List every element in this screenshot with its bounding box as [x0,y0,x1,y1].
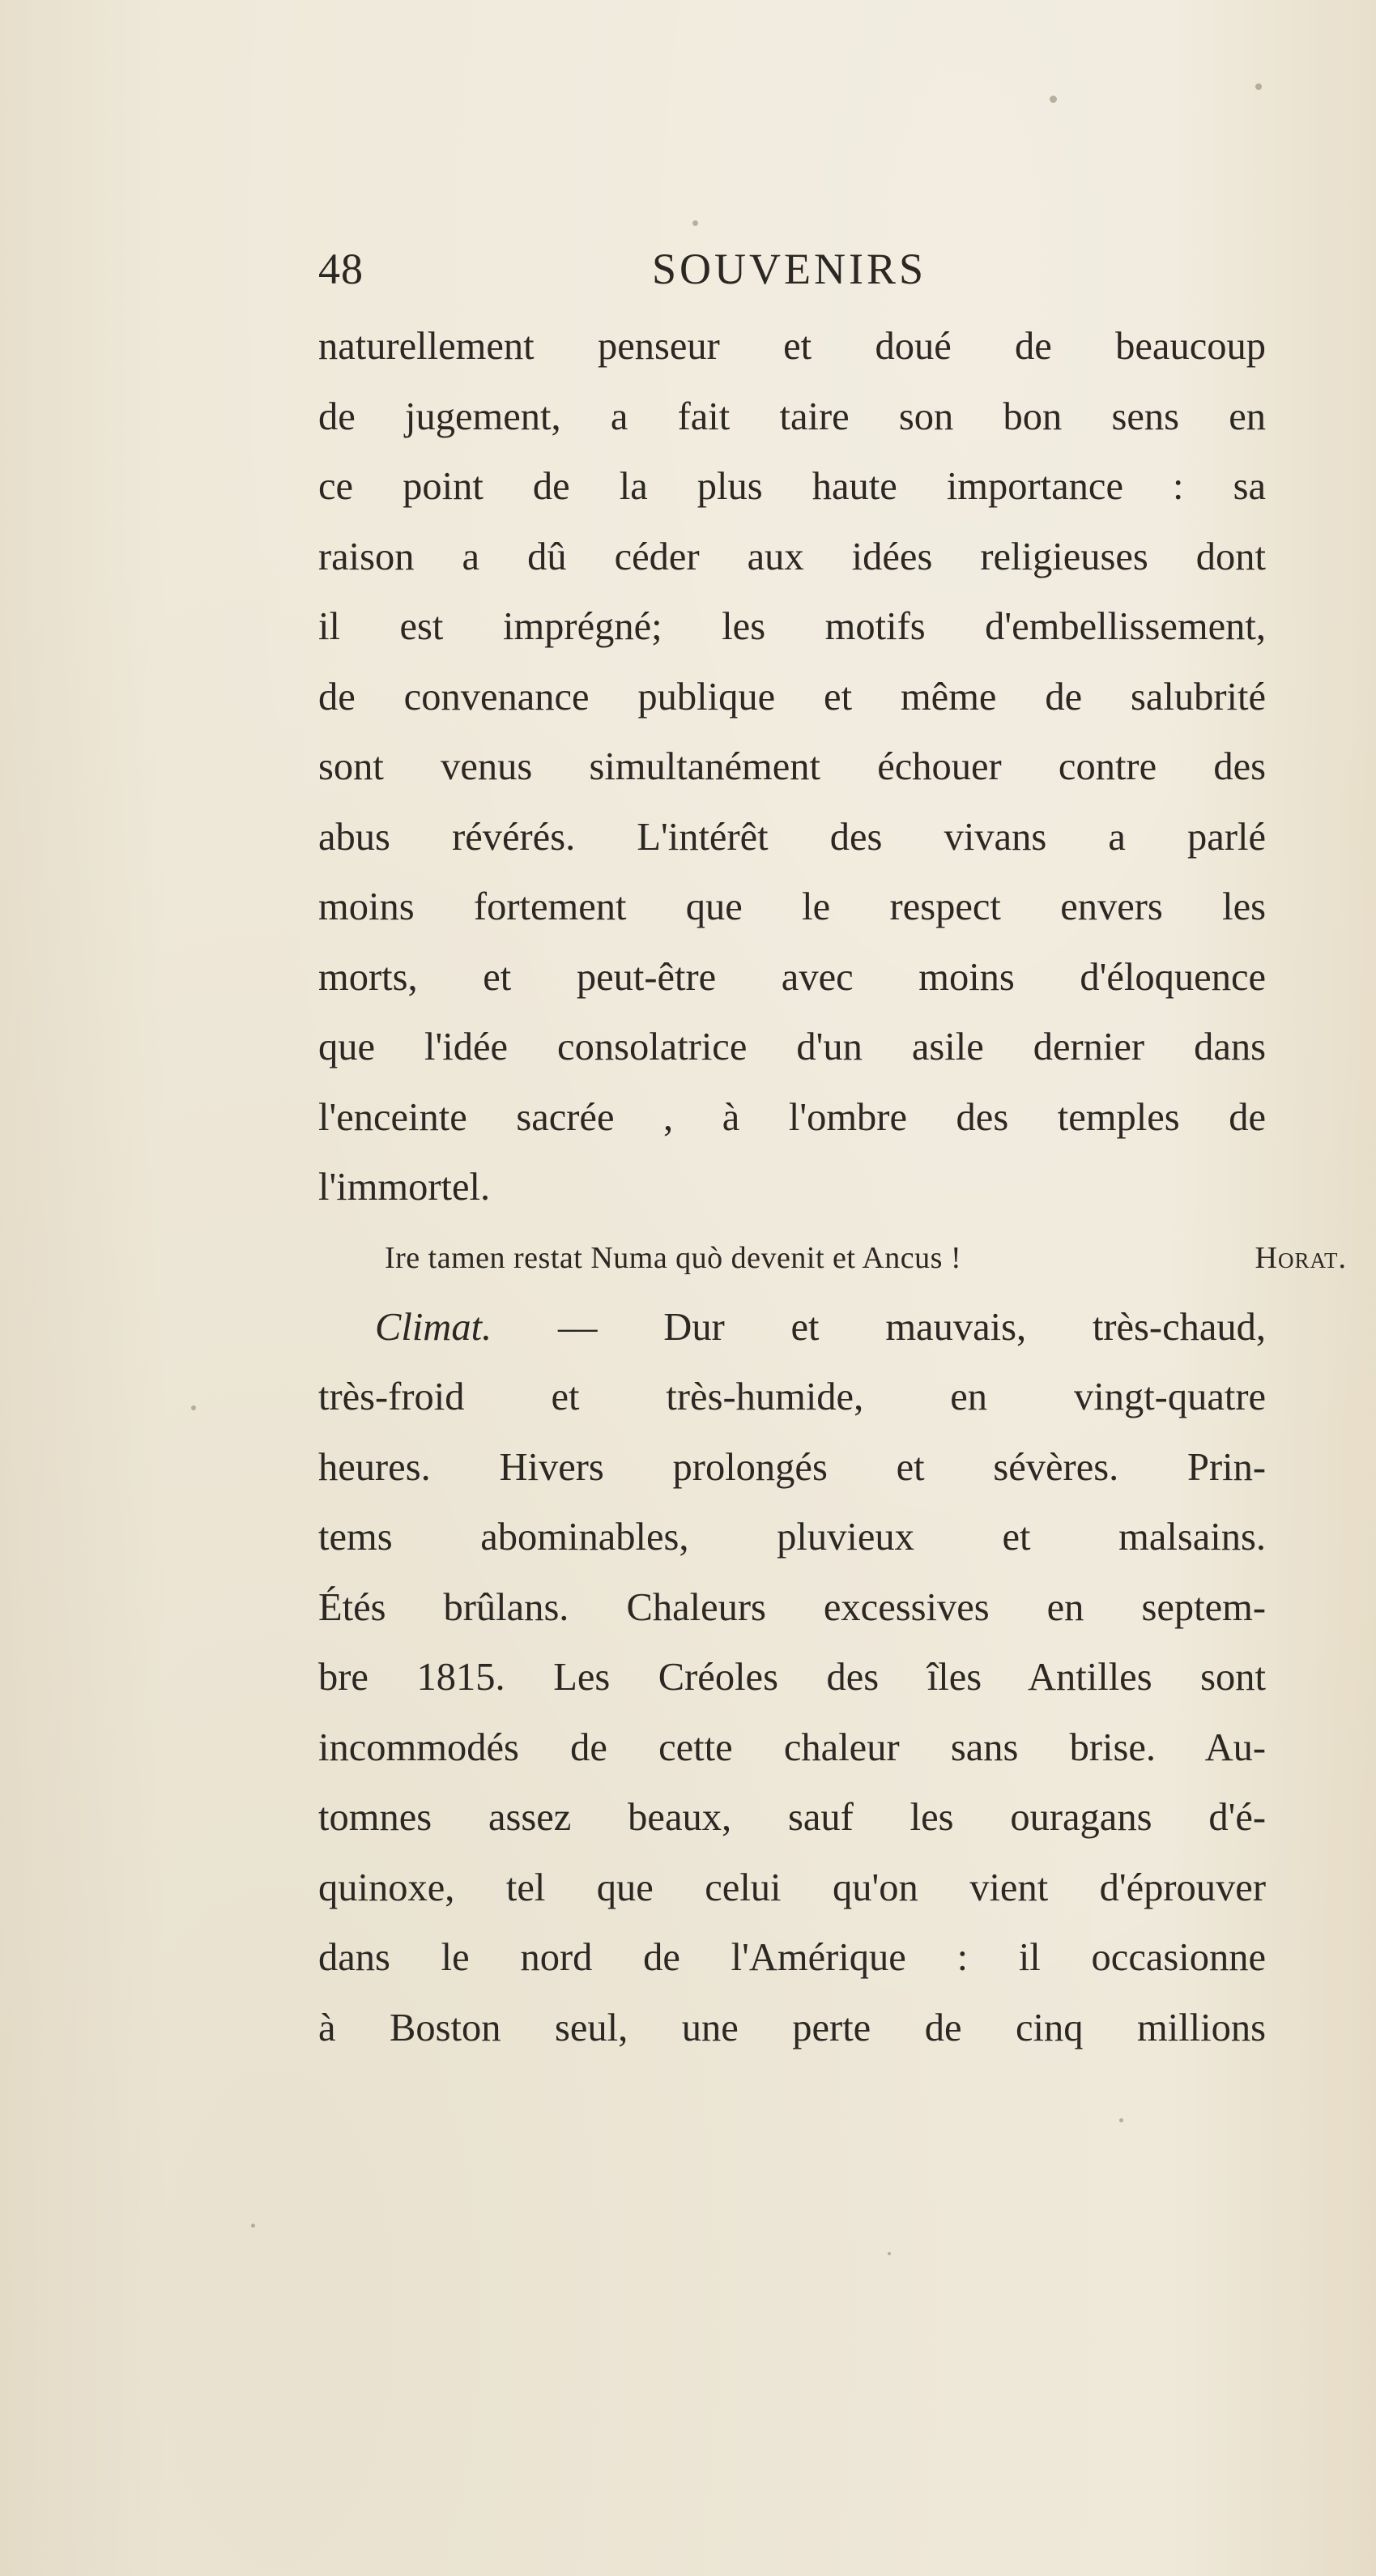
text-line: dans le nord de l'Amérique : il occasionne [318,1936,1266,1979]
paragraph [318,312,1266,1223]
text-line: tems abominables, pluvieux et malsains. [318,1516,1266,1559]
text-line: de convenance publique et même de salubrité [318,675,1266,719]
text-line [318,1293,1266,1363]
quotation-attribution: Horat. [1255,1240,1347,1275]
quotation-text: Ire tamen restat Numa quò devenit et Ancus ! [385,1240,962,1275]
text-line: heures. Hivers prolongés et sévères. Prin- [318,1445,1266,1489]
text-line: très-froid et très-humide, en vingt-quatre [318,1375,1266,1418]
text-line: moins fortement que le respect envers les [318,885,1266,928]
paragraph-climat [318,1293,1266,2064]
text-line: l'immortel. [318,1166,491,1209]
text-line: de jugement, a fait taire son bon sens en [318,395,1266,438]
text-line: tomnes assez beaux, sauf les ouragans d'é- [318,1796,1266,1839]
text-line: incommodés de cette chaleur sans brise. Au- [318,1725,1266,1769]
latin-quotation [318,1223,1347,1293]
running-head: SOUVENIRS [652,245,927,293]
text-line: sont venus simultanément échouer contre des [318,745,1266,788]
text-line: raison a dû céder aux idées religieuses dont [318,535,1266,578]
text-line: ce point de la plus haute importance : sa [318,465,1266,508]
text-line: à Boston seul, une perte de cinq millions [318,2006,1266,2049]
text-line: naturellement penseur et doué de beaucoup [318,325,1266,368]
text-line: morts, et peut-être avec moins d'éloquence [318,955,1266,999]
page-header [318,241,1266,297]
text-line: il est imprégné; les motifs d'embellissement, [318,605,1266,648]
text-line: abus révérés. L'intérêt des vivans a parlé [318,815,1266,859]
text-line-rest: — Dur et mauvais, très-chaud, [558,1305,1266,1349]
text-line: bre 1815. Les Créoles des îles Antilles sont [318,1656,1266,1699]
text-line: l'enceinte sacrée , à l'ombre des temples de [318,1095,1266,1139]
text-block [318,312,1347,2063]
text-line: Étés brûlans. Chaleurs excessives en septem- [318,1585,1266,1629]
text-line: quinoxe, tel que celui qu'on vient d'éprouver [318,1866,1266,1909]
section-title: Climat. [375,1305,492,1349]
page-number: 48 [318,245,364,293]
text-line: que l'idée consolatrice d'un asile dernier dans [318,1026,1266,1068]
